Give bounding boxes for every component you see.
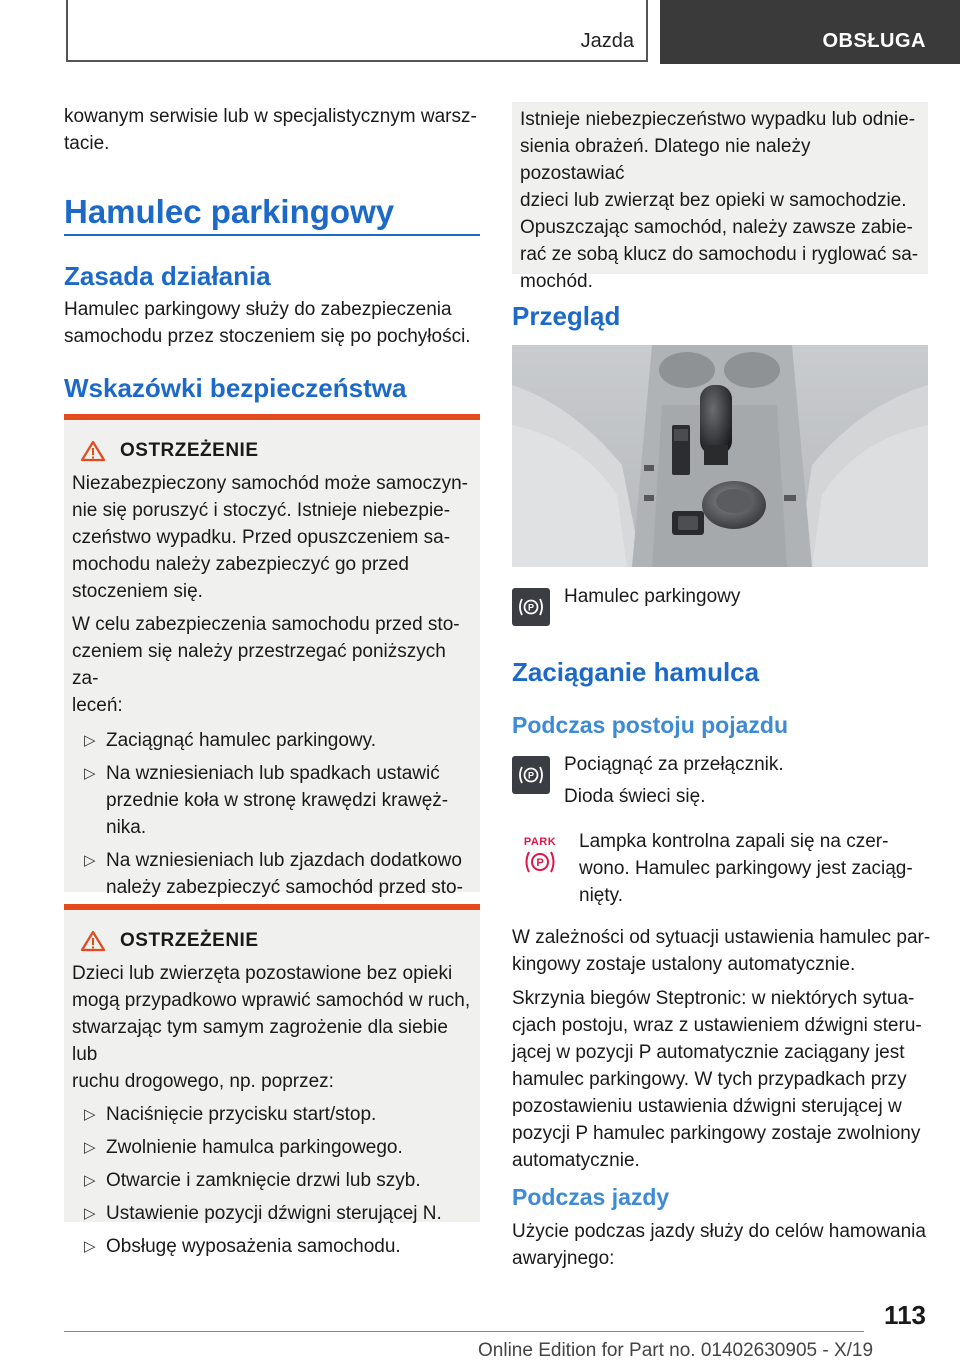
bullet-icon: ▷ <box>84 1106 96 1123</box>
bullet-text: Ustawienie pozycji dźwigni sterującej N. <box>106 1203 442 1224</box>
warning-box-2 <box>64 904 480 1257</box>
park-indicator <box>520 836 560 881</box>
warning-1-line-3: czeństwo wypadku. Przed opuszczeniem sa- <box>72 527 451 548</box>
standstill-heading: Podczas postoju pojazdu <box>512 712 789 738</box>
standstill-line-1: Pociągnąć za przełącznik. <box>564 754 784 775</box>
park-warning-lamp-icon <box>522 848 558 876</box>
parking-brake-icon <box>512 588 550 626</box>
principle-line-2: samochodu przez stoczeniem się po pochyłości. <box>64 326 471 347</box>
bullet-text: Naciśnięcie przycisku start/stop. <box>106 1104 377 1125</box>
header-chapter: Jazda <box>580 30 634 52</box>
list-item <box>72 1167 472 1194</box>
apply-heading: Zaciąganie hamulca <box>512 657 760 687</box>
bullet-icon: ▷ <box>84 1205 96 1222</box>
bullet-text: należy zabezpieczyć samochód przed sto- <box>106 877 463 898</box>
park-label: PARK <box>523 836 557 848</box>
steptronic-line-1: Skrzynia biegów Steptronic: w niektórych sytua- <box>512 988 915 1009</box>
box-line-6: mochód. <box>520 271 593 292</box>
bullet-icon: ▷ <box>84 1172 96 1189</box>
bullet-text: Na wzniesieniach lub zjazdach dodatkowo <box>106 850 462 871</box>
list-item <box>72 760 472 841</box>
warning-box-1 <box>64 414 480 898</box>
box-line-4: Opuszczając samochód, należy zawsze zabie- <box>520 217 913 238</box>
driving-line-2: awaryjnego: <box>512 1248 615 1269</box>
footer-rule <box>64 1331 864 1332</box>
warning-triangle-icon <box>80 440 106 462</box>
warning-1-line-5: stoczeniem się. <box>72 581 203 602</box>
title-rule <box>64 234 480 236</box>
bullet-text: Zaciągnąć hamulec parkingowy. <box>106 730 377 751</box>
bullet-text: przednie koła w stronę krawędzi krawęż- <box>106 790 449 811</box>
standstill-line-2: Dioda świeci się. <box>564 786 706 807</box>
warning-2-line-2: mogą przypadkowo wprawić samochód w ruch, <box>72 990 471 1011</box>
header-chapter-tab <box>66 0 648 62</box>
warning-1-instr-2: czeniem się należy przestrzegać poniższych za- <box>72 641 446 689</box>
warning-1-instr-1: W celu zabezpieczenia samochodu przed sto- <box>72 614 460 635</box>
steptronic-line-2: cjach postoju, wraz z ustawieniem dźwigni steru- <box>512 1015 922 1036</box>
bullet-icon: ▷ <box>84 852 96 869</box>
bullet-icon: ▷ <box>84 732 96 749</box>
bullet-text: nika. <box>106 817 147 838</box>
warning-1-line-1: Niezabezpieczony samochód może samoczyn- <box>72 473 469 494</box>
bullet-icon: ▷ <box>84 765 96 782</box>
list-item <box>72 1134 472 1161</box>
principle-heading: Zasada działania <box>64 261 271 291</box>
warning-2-title: OSTRZEŻENIE <box>120 930 259 951</box>
safety-heading: Wskazówki bezpieczeństwa <box>64 373 407 403</box>
lamp-line-3: nięty. <box>579 885 624 906</box>
warning-continuation-box <box>512 102 928 292</box>
page-number: 113 <box>884 1300 926 1330</box>
intro-line-2: tacie. <box>64 133 110 154</box>
box-line-5: rać ze sobą klucz do samochodu i ryglować sa- <box>520 244 919 265</box>
page-title: Hamulec parkingowy <box>64 193 395 230</box>
principle-line-1: Hamulec parkingowy służy do zabezpieczenia <box>64 299 452 320</box>
header-section-tab <box>660 0 960 64</box>
intro-line-1: kowanym serwisie lub w specjalistycznym warsz- <box>64 106 477 127</box>
driving-line-1: Użycie podczas jazdy służy do celów hamowania <box>512 1221 926 1242</box>
box-line-1: Istnieje niebezpieczeństwo wypadku lub odnie- <box>520 109 916 130</box>
auto-line-2: kingowy zostaje ustalony automatycznie. <box>512 954 856 975</box>
bullet-text: Zwolnienie hamulca parkingowego. <box>106 1137 403 1158</box>
steptronic-line-6: pozycji P hamulec parkingowy zostaje zwolniony <box>512 1123 921 1144</box>
list-item <box>72 1233 472 1260</box>
list-item <box>72 727 472 754</box>
bullet-icon: ▷ <box>84 1238 96 1255</box>
footer-edition: Online Edition for Part no. 01402630905 - X/19 <box>478 1340 874 1361</box>
list-item <box>72 1200 472 1227</box>
auto-line-1: W zależności od sytuacji ustawienia hamulec par- <box>512 927 931 948</box>
lamp-line-1: Lampka kontrolna zapali się na czer- <box>579 831 889 852</box>
steptronic-line-7: automatycznie. <box>512 1150 640 1171</box>
svg-text:P: P <box>536 857 544 869</box>
warning-1-line-2: nie się poruszyć i stoczyć. Istnieje niebezpie- <box>72 500 451 521</box>
box-line-3: dzieci lub zwierząt bez opieki w samochodzie. <box>520 190 907 211</box>
warning-triangle-icon <box>80 930 106 952</box>
list-item <box>72 1101 472 1128</box>
driving-heading: Podczas jazdy <box>512 1184 670 1210</box>
svg-text:P: P <box>527 770 535 781</box>
bullet-text: Otwarcie i zamknięcie drzwi lub szyb. <box>106 1170 421 1191</box>
bullet-icon: ▷ <box>84 1139 96 1156</box>
lamp-line-2: wono. Hamulec parkingowy jest zaciąg- <box>579 858 913 879</box>
warning-1-line-4: mochodu należy zabezpieczyć go przed <box>72 554 409 575</box>
warning-2-line-1: Dzieci lub zwierzęta pozostawione bez opieki <box>72 963 453 984</box>
steptronic-line-4: hamulec parkingowy. W tych przypadkach przy <box>512 1069 907 1090</box>
warning-1-title: OSTRZEŻENIE <box>120 440 259 461</box>
icon-caption: Hamulec parkingowy <box>564 586 741 607</box>
box-line-2: sienia obrażeń. Dlatego nie należy pozostawiać <box>520 136 811 184</box>
svg-text:P: P <box>527 602 535 613</box>
overview-heading: Przegląd <box>512 301 621 331</box>
header-section: OBSŁUGA <box>822 30 926 52</box>
steptronic-line-3: jącej w pozycji P automatycznie zaciągany jest <box>512 1042 905 1063</box>
warning-2-line-4: ruchu drogowego, np. poprzez: <box>72 1071 334 1092</box>
warning-1-instr-3: leceń: <box>72 695 123 716</box>
bullet-text: Obsługę wyposażenia samochodu. <box>106 1236 401 1257</box>
warning-2-line-3: stwarzając tym samym zagrożenie dla siebie lub <box>72 1017 448 1065</box>
parking-brake-switch-icon <box>512 756 550 794</box>
steptronic-line-5: pozostawieniu ustawienia dźwigni sterującej w <box>512 1096 902 1117</box>
bullet-text: Na wzniesieniach lub spadkach ustawić <box>106 763 440 784</box>
center-console-photo <box>512 345 928 567</box>
